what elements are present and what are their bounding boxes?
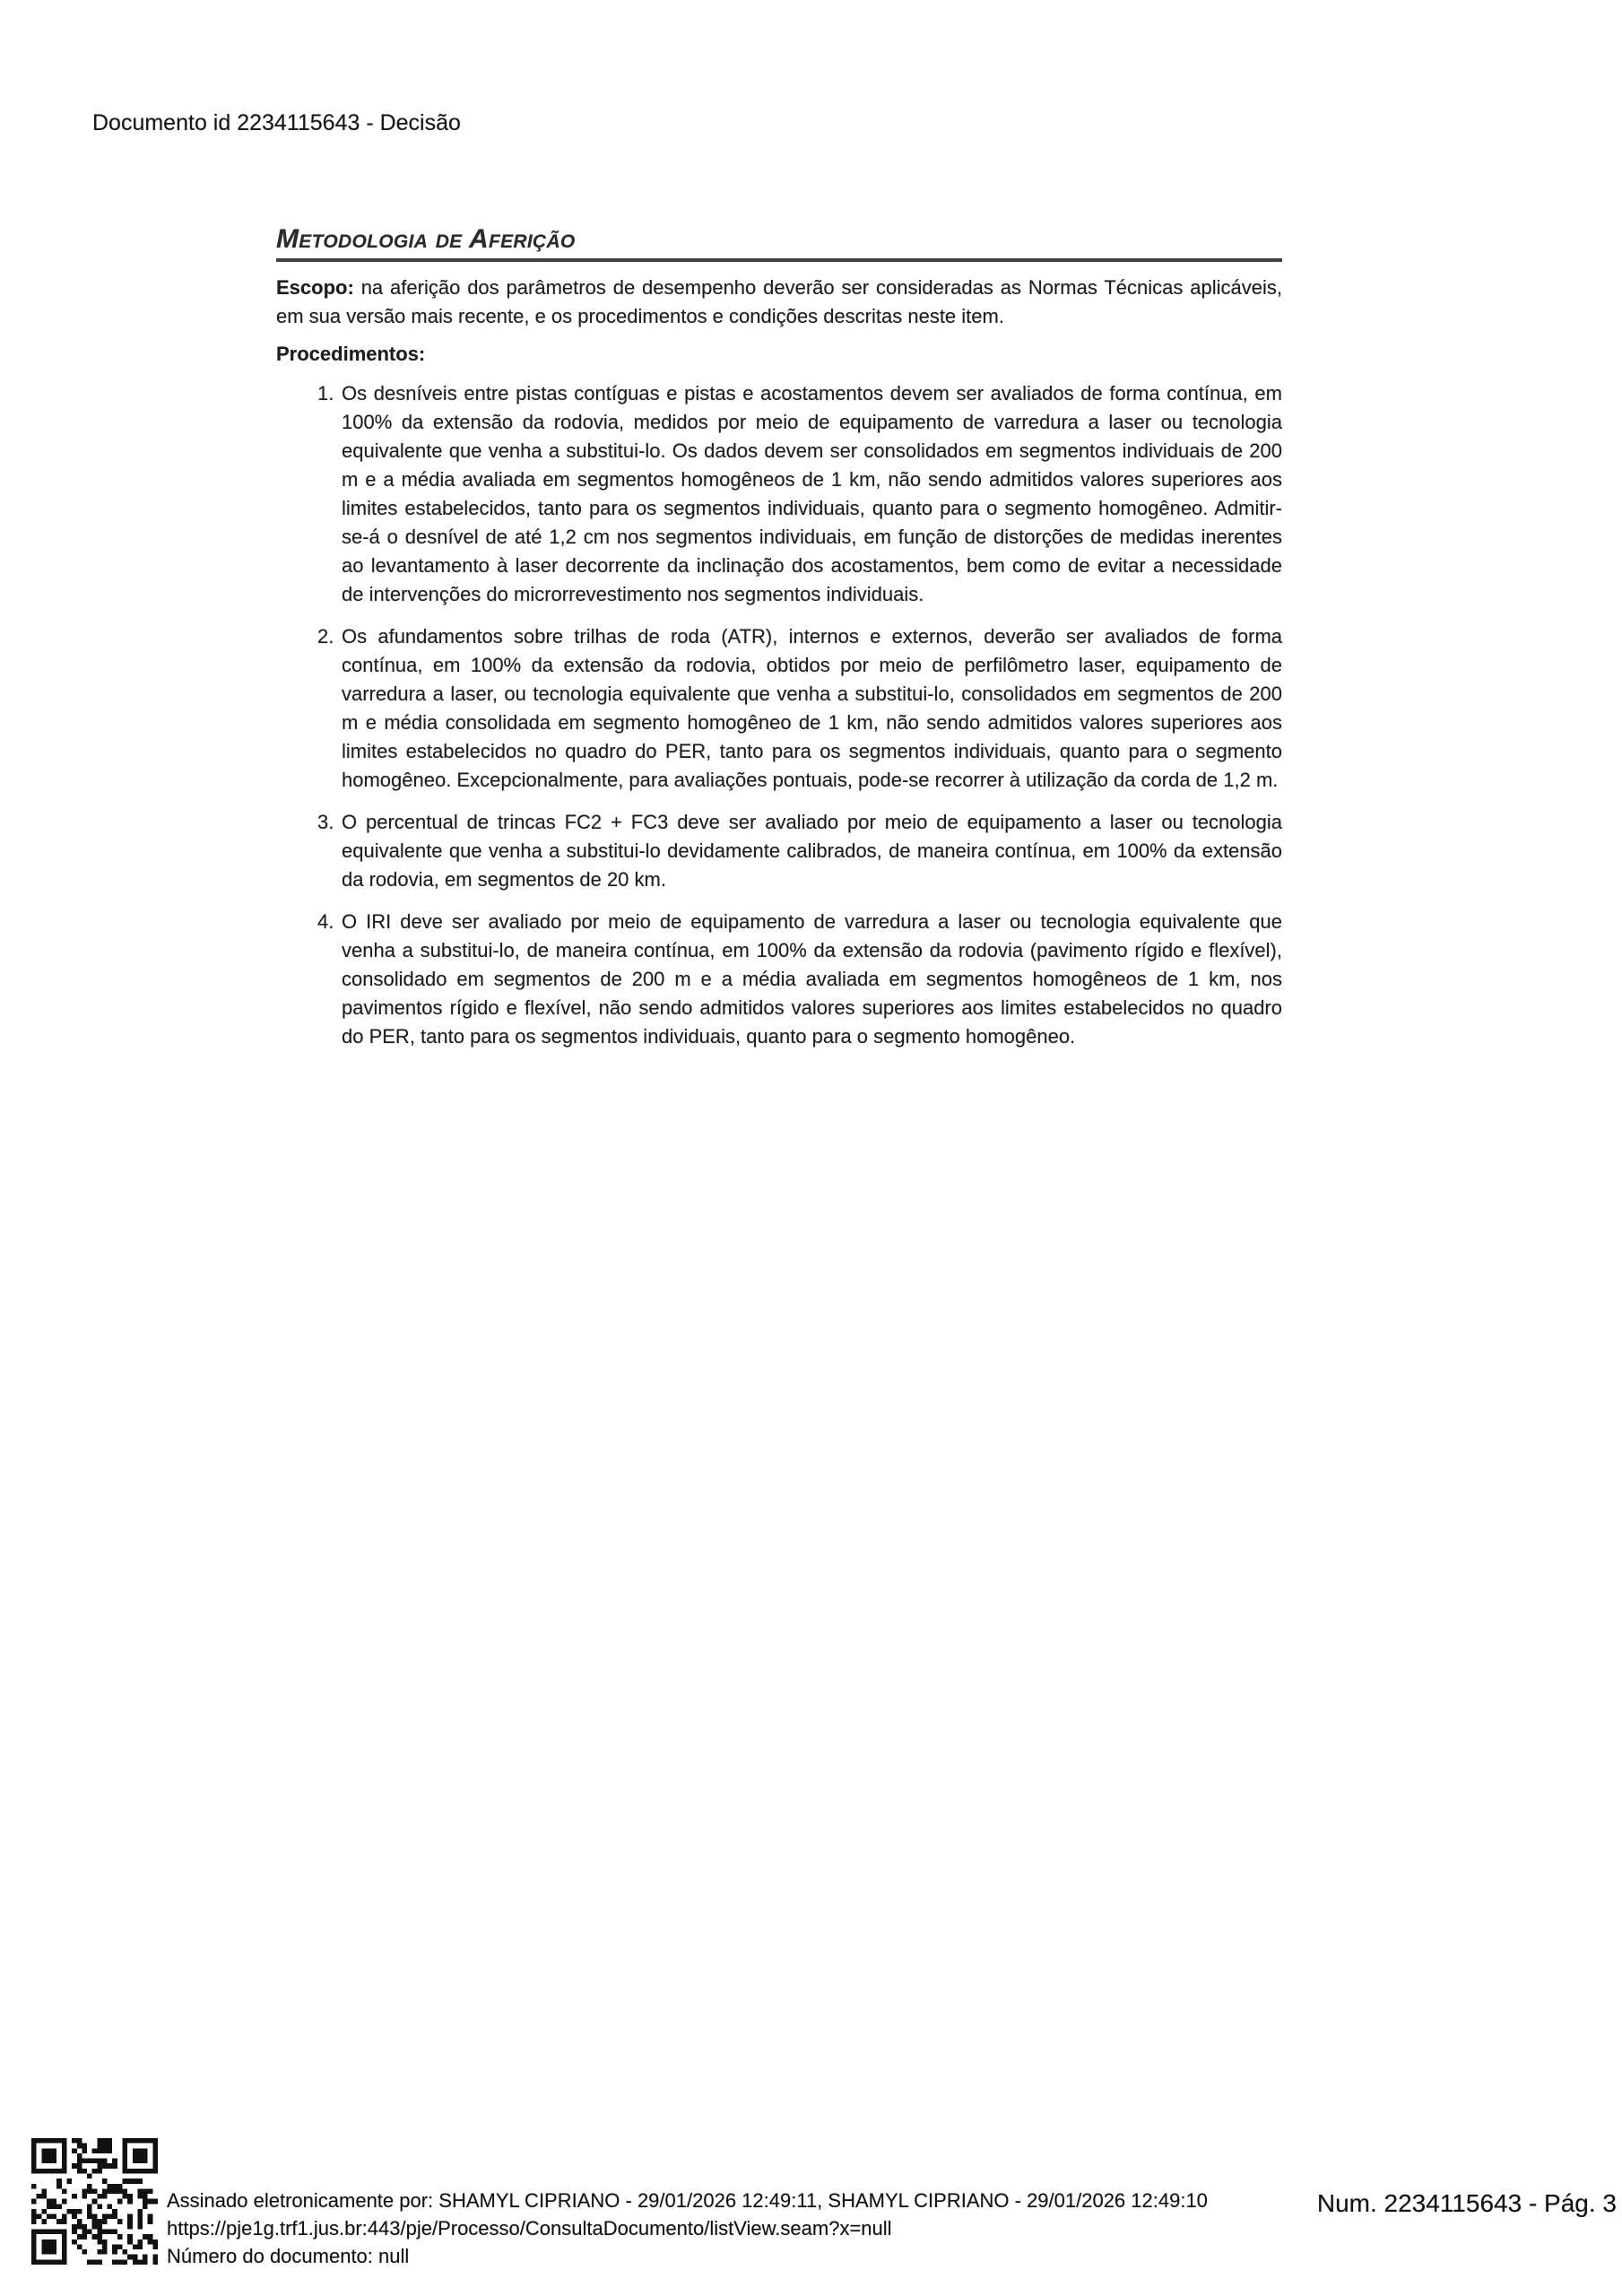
procedure-item-1 <box>276 379 1282 609</box>
footer-meta <box>167 2187 1208 2270</box>
procedures-list <box>276 379 1282 1051</box>
procedure-item-4 <box>276 908 1282 1051</box>
qr-code <box>31 2138 158 2265</box>
document-id-header: Documento id 2234115643 - Decisão <box>92 110 461 135</box>
procedures-label: Procedimentos: <box>276 343 426 365</box>
procedure-item-number: 3. <box>317 811 334 833</box>
document-body <box>276 224 1282 1065</box>
document-number-line: Número do documento: null <box>167 2245 410 2267</box>
signature-line: Assinado eletronicamente por: SHAMYL CIPRIANO - 29/01/2026 12:49:11, SHAMYL CIPRIANO - 29/01/2026 12:49:10 <box>167 2189 1208 2212</box>
procedure-item-text: Os afundamentos sobre trilhas de roda (ATR), internos e externos, deverão ser avaliados de forma contínua, em 100% da extensão da rodovia, obtidos por meio de perfilômetro laser, equipamento de varredura a laser, ou tecnologia equivalente que venha a substitui-lo, consolidados em segmentos de 200 m e média consolidada em segmento homogêneo de 1 km, não sendo admitidos valores superiores aos limites estabelecidos no quadro do PER, tanto para os segmentos individuais, quanto para o segmento homogêneo. Excepcionalmente, para avaliações pontuais, pode-se recorrer à utilização da corda de 1,2 m. <box>342 625 1282 791</box>
procedure-item-2 <box>276 622 1282 795</box>
scope-text: na aferição dos parâmetros de desempenho deverão ser consideradas as Normas Técnicas aplicáveis, em sua versão mais recente, e os procedimentos e condições descritas neste item. <box>276 276 1282 327</box>
section-title: Metodologia de Aferição <box>276 224 1282 262</box>
document-url-line: https://pje1g.trf1.jus.br:443/pje/Processo/ConsultaDocumento/listView.seam?x=null <box>167 2217 892 2239</box>
procedure-item-3 <box>276 808 1282 894</box>
scope-paragraph <box>276 274 1282 331</box>
scope-label: Escopo: <box>276 276 354 299</box>
page-number: Num. 2234115643 - Pág. 3 <box>1316 2189 1617 2217</box>
procedure-item-number: 2. <box>317 625 334 648</box>
procedure-item-number: 1. <box>317 382 334 404</box>
qr-code-icon <box>31 2138 158 2265</box>
procedure-item-text: Os desníveis entre pistas contíguas e pistas e acostamentos devem ser avaliados de forma contínua, em 100% da extensão da rodovia, medidos por meio de equipamento de varredura a laser ou tecnologia equivalente que venha a substitui-lo. Os dados devem ser consolidados em segmentos individuais de 200 m e a média avaliada em segmentos homogêneos de 1 km, não sendo admitidos valores superiores aos limites estabelecidos, tanto para os segmentos individuais, quanto para o segmento homogêneo. Admitir-se-á o desnível de até 1,2 cm nos segmentos individuais, em função de distorções de medidas inerentes ao levantamento à laser decorrente da inclinação dos acostamentos, bem como de evitar a necessidade de intervenções do microrrevestimento nos segmentos individuais. <box>342 382 1282 605</box>
procedure-item-text: O percentual de trincas FC2 + FC3 deve ser avaliado por meio de equipamento a laser ou tecnologia equivalente que venha a substitui-lo devidamente calibrados, de maneira contínua, em 100% da extensão da rodovia, em segmentos de 20 km. <box>342 811 1282 891</box>
procedure-item-number: 4. <box>317 910 334 933</box>
procedure-item-text: O IRI deve ser avaliado por meio de equipamento de varredura a laser ou tecnologia equivalente que venha a substitui-lo, de maneira contínua, em 100% da extensão da rodovia (pavimento rígido e flexível), consolidado em segmentos de 200 m e a média avaliada em segmentos homogêneos de 1 km, nos pavimentos rígido e flexível, não sendo admitidos valores superiores aos limites estabelecidos no quadro do PER, tanto para os segmentos individuais, quanto para o segmento homogêneo. <box>342 910 1282 1048</box>
